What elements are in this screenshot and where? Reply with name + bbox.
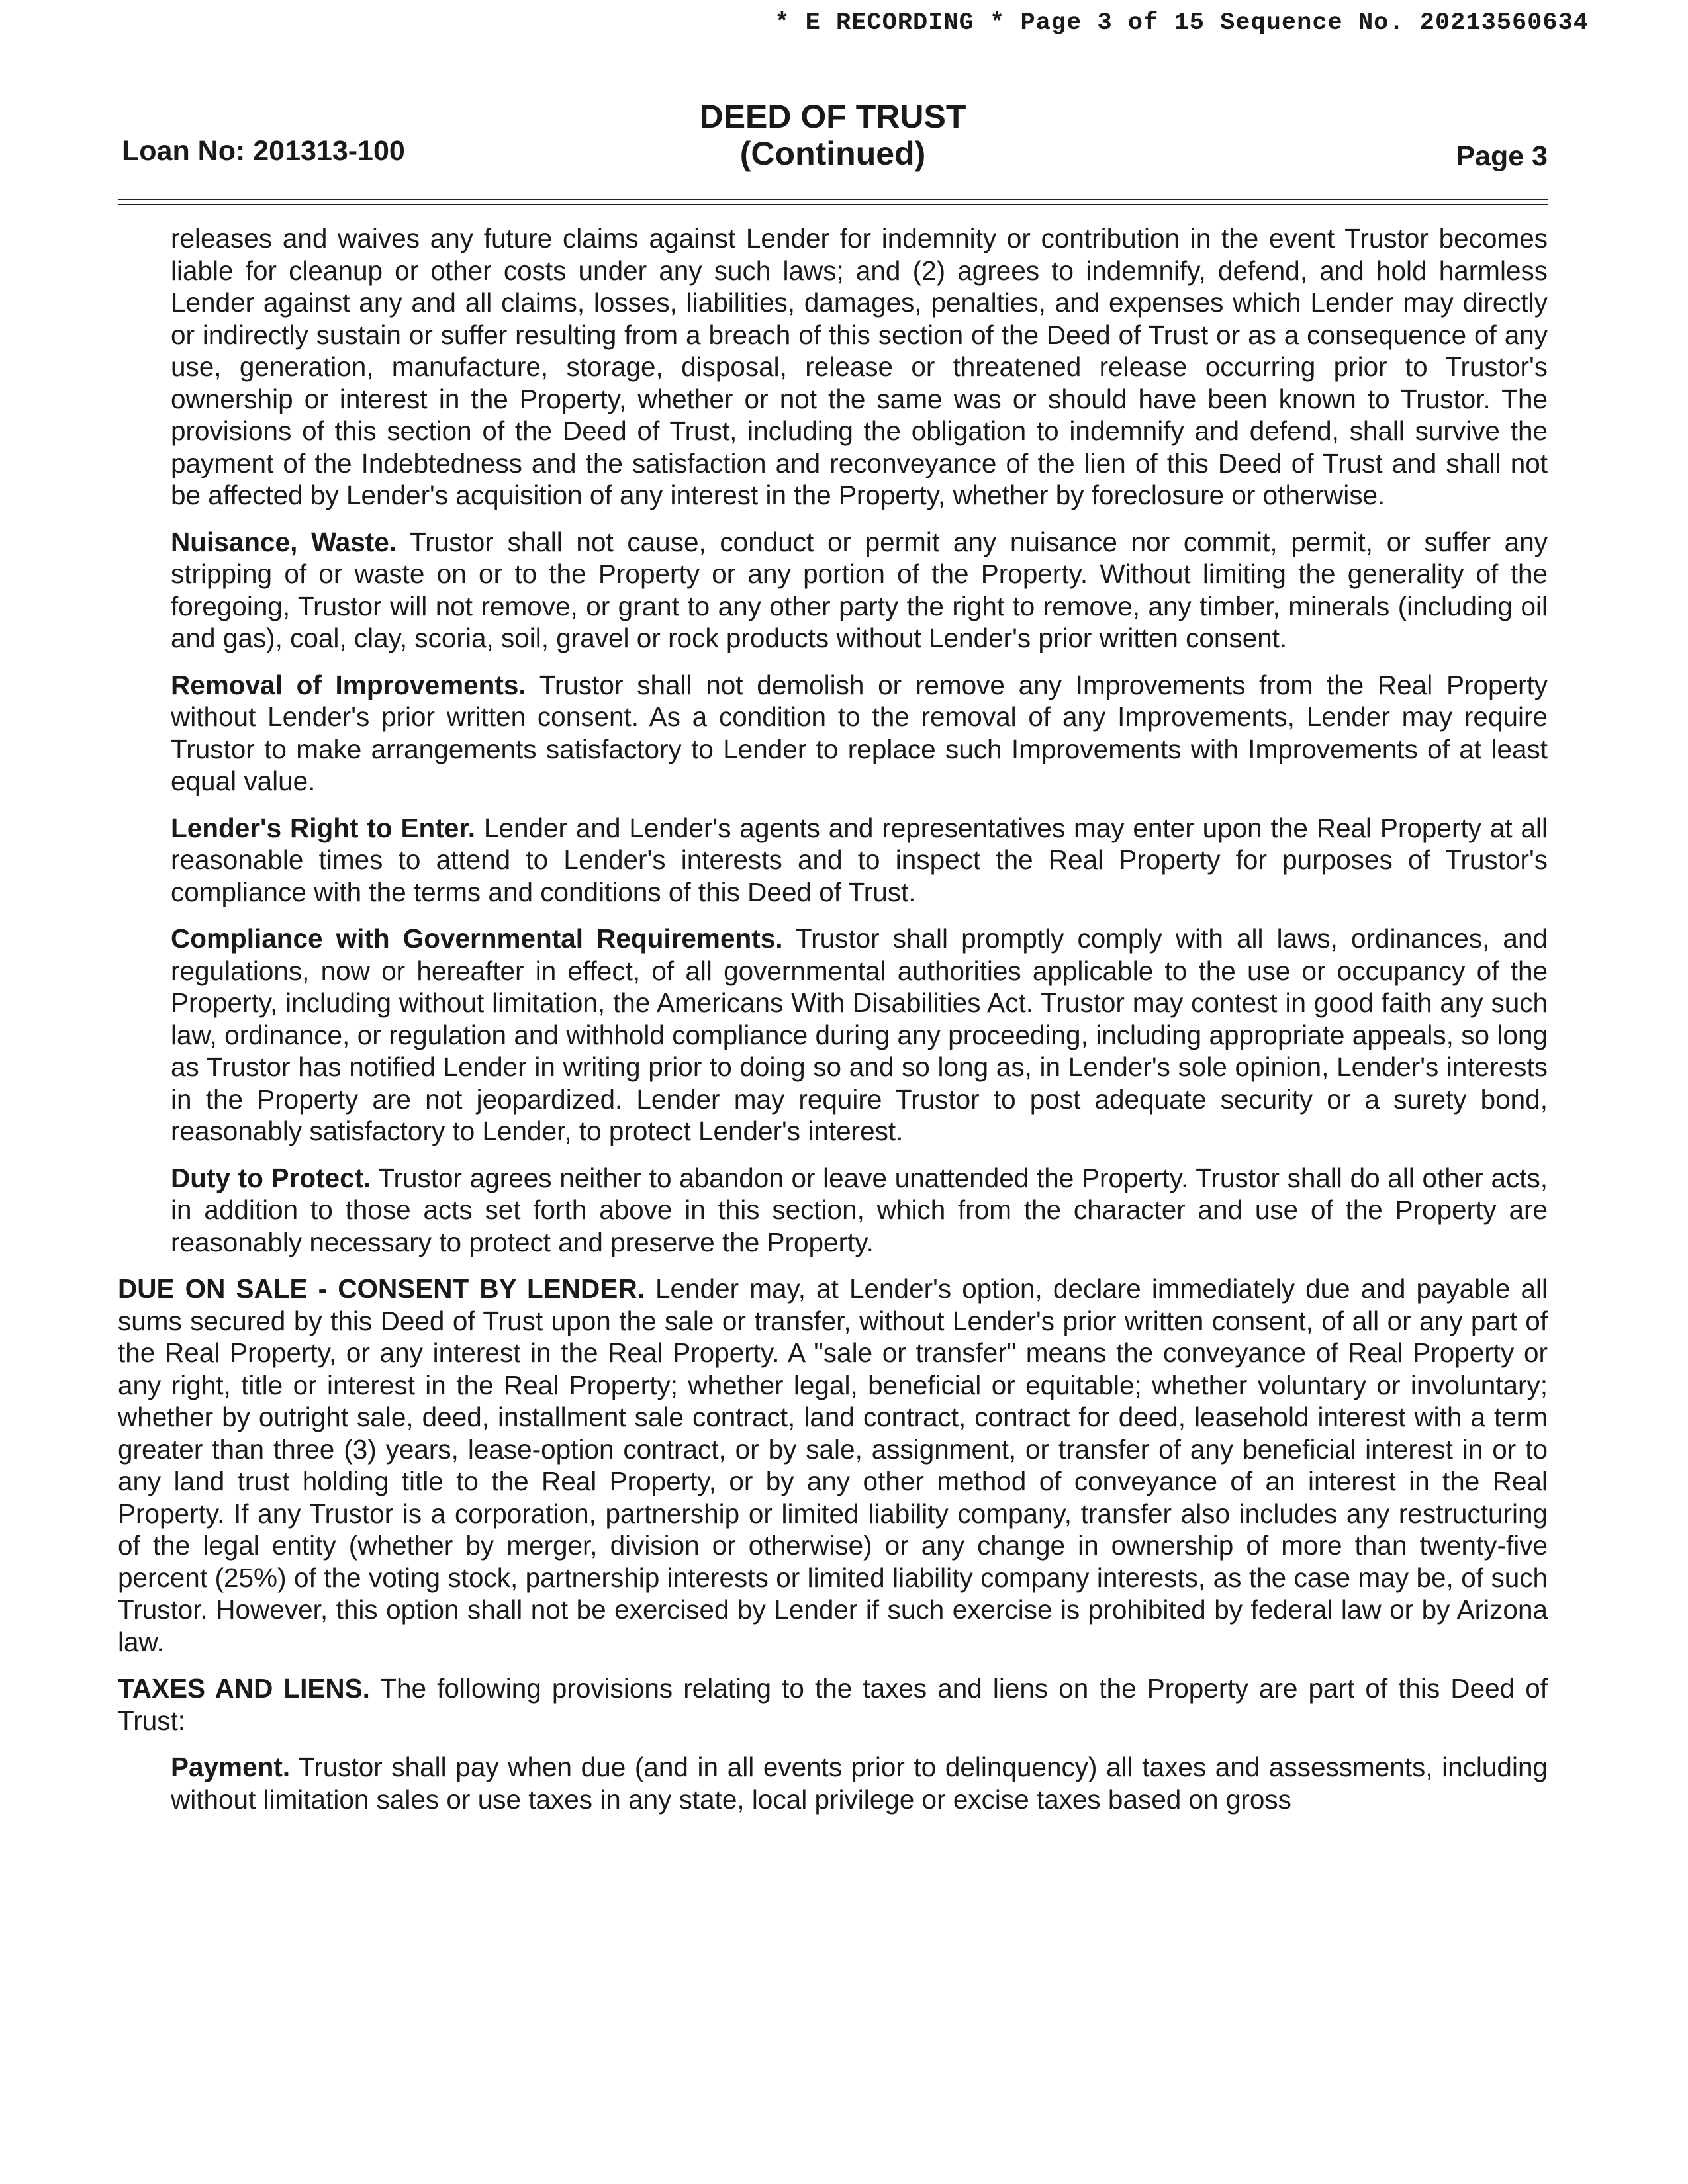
recording-stamp: * E RECORDING * Page 3 of 15 Sequence No. 20213560634 — [774, 9, 1589, 37]
page-header — [118, 98, 1548, 177]
paragraph-right-to-enter — [171, 812, 1548, 909]
paragraph-governmental-compliance — [171, 923, 1548, 1148]
paragraph-text: Trustor shall not cause, conduct or permit any nuisance nor commit, permit, or suffer any stripping of or waste on or to the Property or any portion of the Property. Without limiting the generality of the foregoing, Trustor will not remove, or grant to any other party the right to remove, any timber, minerals (including oil and gas), coal, clay, scoria, soil, gravel or rock products without Lender's prior written consent. — [171, 526, 1548, 653]
paragraph-heading: Compliance with Governmental Requirements. — [171, 923, 783, 954]
paragraph-duty-to-protect — [171, 1162, 1548, 1259]
document-body — [118, 222, 1548, 1830]
paragraph-due-on-sale — [118, 1273, 1548, 1658]
paragraph-heading: DUE ON SALE - CONSENT BY LENDER. — [118, 1273, 645, 1304]
header-divider — [118, 199, 1548, 205]
paragraph-text: releases and waives any future claims against Lender for indemnity or contribution in the event Trustor becomes liable for cleanup or other costs under any such laws; and (2) agrees to indemnify, defend, and hold harmless Lender against any and all claims, losses, liabilities, damages, penalties, and expenses which Lender may directly or indirectly sustain or suffer resulting from a breach of this section of the Deed of Trust or as a consequence of any use, generation, manufacture, storage, disposal, release or threatened release occurring prior to Trustor's ownership or interest in the Property, whether or not the same was or should have been known to Trustor. The provisions of this section of the Deed of Trust, including the obligation to indemnify and defend, shall survive the payment of the Indebtedness and the satisfaction and reconveyance of the lien of this Deed of Trust and shall not be affected by Lender's acquisition of any interest in the Property, whether by foreclosure or otherwise. — [171, 223, 1548, 510]
paragraph-heading: Payment. — [171, 1752, 291, 1782]
loan-number: Loan No: 201313-100 — [122, 135, 405, 167]
paragraph-text: Trustor agrees neither to abandon or leave unattended the Property. Trustor shall do all other acts, in addition to those acts set forth above in this section, which from the character and use of the Property are reasonably necessary to protect and preserve the Property. — [171, 1162, 1548, 1257]
paragraph-heading: Lender's Right to Enter. — [171, 812, 476, 843]
page-number: Page 3 — [1456, 140, 1548, 172]
document-title-block — [118, 98, 1548, 172]
paragraph-text: Lender and Lender's agents and representatives may enter upon the Real Property at all reasonable times to attend to Lender's interests and to inspect the Real Property for purposes of Trustor's compliance with the terms and conditions of this Deed of Trust. — [171, 812, 1548, 907]
paragraph-payment — [171, 1751, 1548, 1815]
paragraph-environmental-waiver — [171, 222, 1548, 512]
paragraph-heading: Removal of Improvements. — [171, 669, 526, 700]
paragraph-text: The following provisions relating to the taxes and liens on the Property are part of this Deed of Trust: — [118, 1673, 1548, 1736]
paragraph-taxes-and-liens — [118, 1672, 1548, 1737]
paragraph-text: Lender may, at Lender's option, declare immediately due and payable all sums secured by this Deed of Trust upon the sale or transfer, without Lender's prior written consent, of all or any part of the Real Property, or any interest in the Real Property. A "sale or transfer" means the conveyance of Real Property or any right, title or interest in the Real Property; whether legal, beneficial or equitable; whether voluntary or involuntary; whether by outright sale, deed, installment sale contract, land contract, contract for deed, leasehold interest with a term greater than three (3) years, lease-option contract, or by sale, assignment, or transfer of any beneficial interest in or to any land trust holding title to the Real Property, or by any other method of conveyance of an interest in the Real Property. If any Trustor is a corporation, partnership or limited liability company, transfer also includes any restructuring of the legal entity (whether by merger, division or otherwise) or any change in ownership of more than twenty-five percent (25%) of the voting stock, partnership interests or limited liability company interests, as the case may be, of such Trustor. However, this option shall not be exercised by Lender if such exercise is prohibited by federal law or by Arizona law. — [118, 1273, 1548, 1657]
paragraph-heading: TAXES AND LIENS. — [118, 1673, 370, 1704]
paragraph-text: Trustor shall pay when due (and in all events prior to delinquency) all taxes and assessments, including without limitation sales or use taxes in any state, local privilege or excise taxes based on gross — [171, 1752, 1548, 1815]
paragraph-heading: Duty to Protect. — [171, 1162, 371, 1193]
paragraph-removal-of-improvements — [171, 669, 1548, 797]
document-subtitle: (Continued) — [739, 135, 926, 172]
paragraph-text: Trustor shall promptly comply with all laws, ordinances, and regulations, now or hereafter in effect, of all governmental authorities applicable to the use or occupancy of the Property, including without limitation, the Americans With Disabilities Act. Trustor may contest in good faith any such law, ordinance, or regulation and withhold compliance during any proceeding, including appropriate appeals, so long as Trustor has notified Lender in writing prior to doing so and so long as, in Lender's sole opinion, Lender's interests in the Property are not jeopardized. Lender may require Trustor to post adequate security or a surety bond, reasonably satisfactory to Lender, to protect Lender's interest. — [171, 923, 1548, 1146]
paragraph-text: Trustor shall not demolish or remove any Improvements from the Real Property without Lender's prior written consent. As a condition to the removal of any Improvements, Lender may require Trustor to make arrangements satisfactory to Lender to replace such Improvements with Improvements of at least equal value. — [171, 669, 1548, 796]
paragraph-nuisance-waste — [171, 526, 1548, 655]
document-title: DEED OF TRUST — [699, 98, 966, 135]
paragraph-heading: Nuisance, Waste. — [171, 526, 397, 557]
